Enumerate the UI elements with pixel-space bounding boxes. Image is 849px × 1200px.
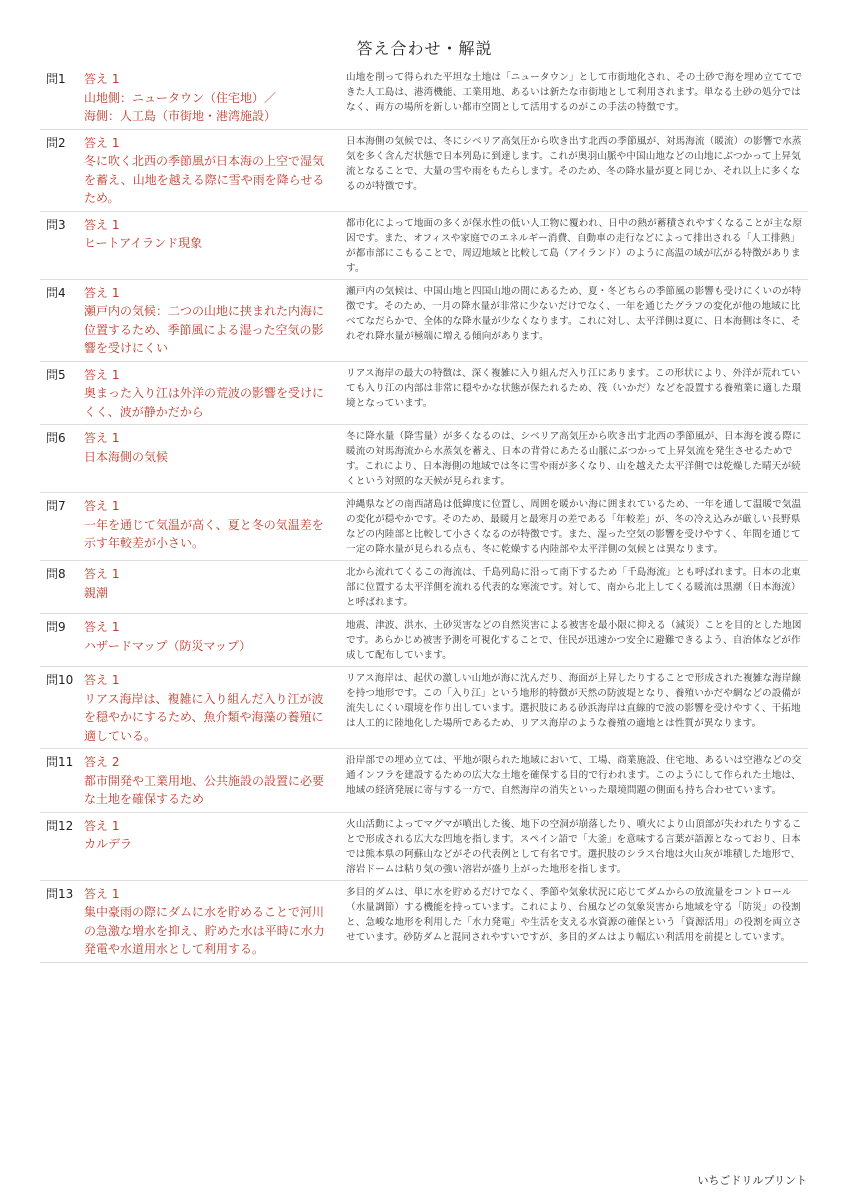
answer-table <box>40 66 808 963</box>
answer-cell <box>84 614 346 667</box>
question-number: 問6 <box>40 425 84 493</box>
question-number: 問1 <box>40 66 84 129</box>
qa-row <box>40 361 808 425</box>
answer-text: 瀬戸内の気候：二つの山地に挟まれた内海に位置するため、季節風による湿った空気の影響を受けにくい <box>84 304 325 355</box>
answer-choice: 答え 1 <box>84 818 120 833</box>
answer-text: 奥まった入り江は外洋の荒波の影響を受けにくく、波が静かだから <box>84 386 325 419</box>
explanation-text: リアス海岸の最大の特徴は、深く複雑に入り組んだ入り江にあります。この形状により、外洋が荒れていても入り江の内部は非常に穏やかな状態が保たれるため、筏（いかだ）などを設置する養殖業に適した環境となっています。 <box>346 361 808 425</box>
question-number: 問7 <box>40 493 84 561</box>
answer-choice: 答え 1 <box>84 285 120 300</box>
qa-row <box>40 812 808 880</box>
question-number: 問2 <box>40 129 84 211</box>
answer-text: ハザードマップ（防災マップ） <box>84 638 252 653</box>
explanation-text: 火山活動によってマグマが噴出した後、地下の空洞が崩落したり、噴火により山頂部が失われたりすることで形成される広大な凹地を指します。スペイン語で「大釜」を意味する言葉が語源となっており、日本では熊本県の阿蘇山などがその代表例として有名です。選択肢のシラス台地は火山灰が堆積した地形で、溶岩ドームは粘り気の強い溶岩が盛り上がった地形を指します。 <box>346 812 808 880</box>
explanation-text: 山地を削って得られた平坦な土地は「ニュータウン」として市街地化され、その土砂で海を埋め立ててできた人工島は、港湾機能、工業用地、あるいは新たな市街地として利用されます。単なる土砂の処分ではなく、両方の場所を新しい都市空間として活用するのがこの手法の特徴です。 <box>346 66 808 129</box>
qa-row <box>40 667 808 749</box>
qa-row <box>40 880 808 962</box>
explanation-text: 沖縄県などの南西諸島は低緯度に位置し、周囲を暖かい海に囲まれているため、一年を通して温暖で気温の変化が穏やかです。そのため、最暖月と最寒月の差である「年較差」が、冬の冷え込みが厳しい長野県などの内陸部と比較して小さくなるのが特徴です。また、湿った空気の影響を受けやすく、年間を通じて一定の降水量が見られる点も、冬に乾燥する内陸部や太平洋側の気候とは異なります。 <box>346 493 808 561</box>
answer-text: 都市開発や工業用地、公共施設の設置に必要な土地を確保するため <box>84 773 325 806</box>
answer-cell <box>84 279 346 361</box>
answer-cell <box>84 812 346 880</box>
explanation-text: 沿岸部での埋め立ては、平地が限られた地域において、工場、商業施設、住宅地、あるいは空港などの交通インフラを建設するための広大な土地を確保する目的で行われます。このようにして作られた土地は、地域の経済発展に寄与する一方で、自然海岸の消失といった環境問題の側面も持ち合わせています。 <box>346 749 808 813</box>
answer-table-body <box>40 66 808 962</box>
explanation-text: リアス海岸は、起伏の激しい山地が海に沈んだり、海面が上昇したりすることで形成された複雑な海岸線を持つ地形です。この「入り江」という地形的特徴が天然の防波堤となり、養殖いかだや網などの設備が流失しにくい環境を作り出しています。選択肢にある砂浜海岸は直線的で波の影響を受けやすく、干拓地は人工的に陸地化した場所であるため、リアス海岸のような養殖の適地とは性質が異なります。 <box>346 667 808 749</box>
qa-row <box>40 749 808 813</box>
answer-text: ヒートアイランド現象 <box>84 236 203 250</box>
question-number: 問8 <box>40 561 84 614</box>
answer-text: 一年を通じて気温が高く、夏と冬の気温差を示す年較差が小さい。 <box>84 517 324 550</box>
answer-choice: 答え 2 <box>84 755 120 769</box>
answer-choice: 答え 1 <box>84 72 120 86</box>
qa-row <box>40 211 808 279</box>
qa-row <box>40 561 808 614</box>
answer-cell <box>84 667 346 749</box>
answer-cell <box>84 66 346 129</box>
answer-choice: 答え 1 <box>84 886 120 901</box>
explanation-text: 都市化によって地面の多くが保水性の低い人工物に覆われ、日中の熱が蓄積されやすくなることが主な原因です。また、オフィスや家庭でのエネルギー消費、自動車の走行などによって排出される「人工排熱」が都市部にこもることで、周辺地域と比較して島（アイランド）のように高温の域が広がる特徴があります。 <box>346 211 808 279</box>
answer-choice: 答え 1 <box>84 431 120 445</box>
answer-text: 山地側：ニュータウン（住宅地）／ 海側：人工島（市街地・港湾施設） <box>84 90 277 123</box>
qa-row <box>40 66 808 129</box>
question-number: 問13 <box>40 880 84 962</box>
page-title: 答え合わせ・解説 <box>356 39 493 58</box>
explanation-text: 北から流れてくるこの海流は、千島列島に沿って南下するため「千島海流」とも呼ばれます。日本の北東部に位置する太平洋側を流れる代表的な寒流です。対して、南から北上してくる暖流は黒潮（日本海流）と呼ばれます。 <box>346 561 808 614</box>
explanation-text: 地震、津波、洪水、土砂災害などの自然災害による被害を最小限に抑える（減災）ことを目的とした地図です。あらかじめ被害予測を可視化することで、住民が迅速かつ安全に避難できるよう、自治体などが作成して配布しています。 <box>346 614 808 667</box>
footer-brand: いちごドリルプリント <box>697 1174 807 1187</box>
question-number: 問12 <box>40 812 84 880</box>
answer-cell <box>84 880 346 962</box>
question-number: 問10 <box>40 667 84 749</box>
answer-choice: 答え 1 <box>84 135 120 150</box>
answer-cell <box>84 361 346 425</box>
question-number: 問9 <box>40 614 84 667</box>
qa-row <box>40 425 808 493</box>
qa-row <box>40 129 808 211</box>
qa-row <box>40 614 808 667</box>
explanation-text: 冬に降水量（降雪量）が多くなるのは、シベリア高気圧から吹き出す北西の季節風が、日本海を渡る際に暖流の対馬海流から水蒸気を蓄え、日本の背骨にあたる山脈にぶつかって上昇気流を発生させるためです。これにより、日本海側の地域では冬に雪や雨が多くなり、山を越えた太平洋側では乾燥した晴天が続くという対照的な天候が見られます。 <box>346 425 808 493</box>
answer-text: 親潮 <box>84 585 109 600</box>
explanation-text: 瀬戸内の気候は、中国山地と四国山地の間にあるため、夏・冬どちらの季節風の影響も受けにくいのが特徴です。そのため、一月の降水量が非常に少ないだけでなく、一年を通じたグラフの変化が他の地域に比べてなだらかで、全体的な降水量が少なくなります。これに対し、太平洋側は夏に、日本海側は冬に、それぞれ降水量が極端に増える傾向があります。 <box>346 279 808 361</box>
explanation-text: 日本海側の気候では、冬にシベリア高気圧から吹き出す北西の季節風が、対馬海流（暖流）の影響で水蒸気を多く含んだ状態で日本列島に到達します。これが奥羽山脈や中国山地などの山地にぶつかって上昇気流となることで、大量の雪や雨をもたらします。そのため、冬の降水量が夏と同じか、それ以上に多くなるのが特徴です。 <box>346 129 808 211</box>
answer-choice: 答え 1 <box>84 567 120 581</box>
explanation-text: 多目的ダムは、単に水を貯めるだけでなく、季節や気象状況に応じてダムからの放流量をコントロール（水量調節）する機能を持っています。これにより、台風などの気象災害から地域を守る「防災」の役割と、急峻な地形を利用した「水力発電」や生活を支える水資源の確保という「資源活用」の役割を両立させています。砂防ダムと混同されやすいですが、多目的ダムはより幅広い利活用を前提としています。 <box>346 880 808 962</box>
question-number: 問4 <box>40 279 84 361</box>
answer-text: 日本海側の気候 <box>84 449 169 464</box>
answer-cell <box>84 129 346 211</box>
answer-choice: 答え 1 <box>84 673 120 687</box>
answer-choice: 答え 1 <box>84 499 120 513</box>
answer-cell <box>84 211 346 279</box>
question-number: 問5 <box>40 361 84 425</box>
answer-cell <box>84 493 346 561</box>
answer-text: 冬に吹く北西の季節風が日本海の上空で湿気を蓄え、山地を越える際に雪や雨を降らせるため。 <box>84 154 325 205</box>
qa-row <box>40 279 808 361</box>
answer-choice: 答え 1 <box>84 367 120 382</box>
answer-choice: 答え 1 <box>84 620 120 634</box>
answer-cell <box>84 749 346 813</box>
qa-row <box>40 493 808 561</box>
answer-text: 集中豪雨の際にダムに水を貯めることで河川の急激な増水を抑え、貯めた水は平時に水力発電や水道用水として利用する。 <box>84 905 325 956</box>
answer-cell <box>84 561 346 614</box>
question-number: 問3 <box>40 211 84 279</box>
answer-cell <box>84 425 346 493</box>
answer-text: カルデラ <box>84 837 133 851</box>
answer-choice: 答え 1 <box>84 217 120 232</box>
answer-text: リアス海岸は、複雑に入り組んだ入り江が波を穏やかにするため、魚介類や海藻の養殖に適している。 <box>84 691 324 743</box>
question-number: 問11 <box>40 749 84 813</box>
